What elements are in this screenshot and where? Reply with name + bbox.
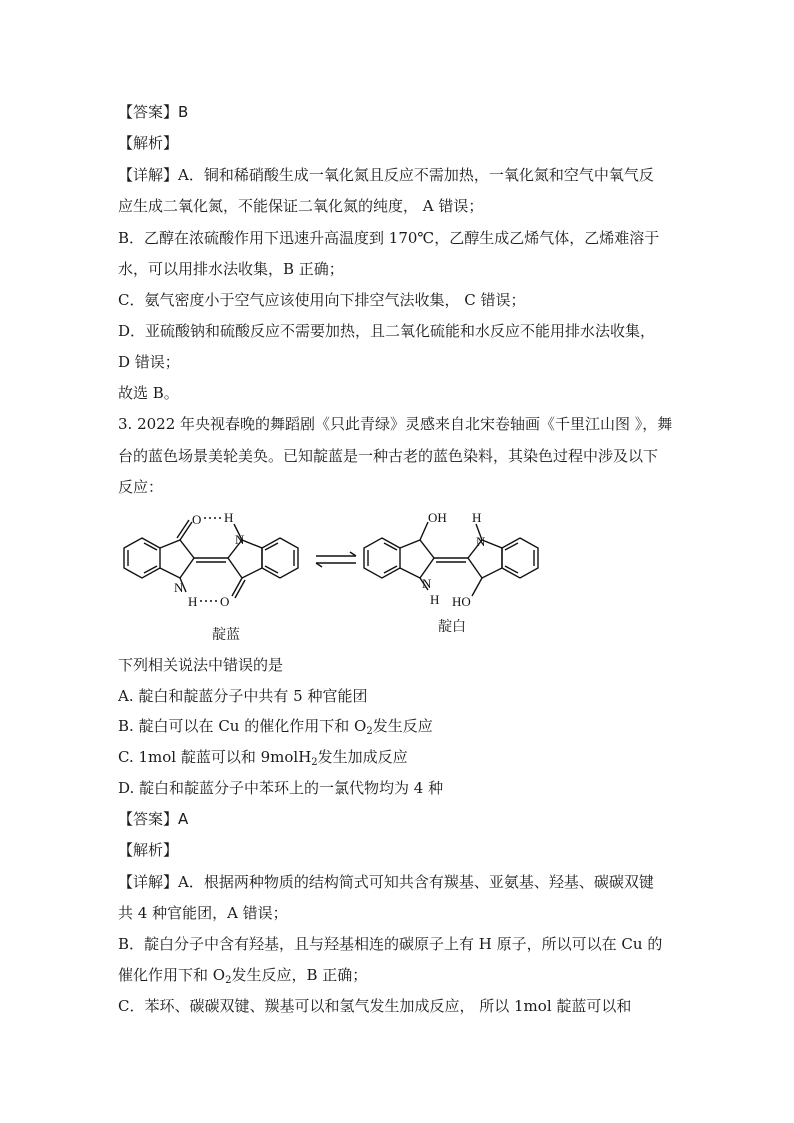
detail-line-5: C．氨气密度小于空气应该使用向下排空气法收集， C 错误； [118, 291, 526, 309]
option-c-text-end: 发生加成反应 [317, 748, 408, 766]
leuco-benzene-left [364, 538, 400, 578]
atom-n-leuco-left: N [422, 576, 432, 591]
answer-value: B [178, 103, 189, 121]
atom-oh-top: OH [428, 510, 447, 525]
detail-line-7: D 错误； [118, 353, 180, 371]
option-b-text-end: 发生反应 [372, 717, 433, 735]
atom-h-top-right: H [472, 510, 482, 525]
leuco-benzene-right [502, 538, 538, 578]
detail2-text: 催化作用下和 O [118, 966, 226, 984]
indigo-benzene-right [262, 538, 298, 578]
question-stem-3: 反应： [118, 478, 164, 496]
detail2-line-2: 共 4 种官能团，A 错误； [118, 904, 288, 922]
figure-label-leucoindigo: 靛白 [438, 619, 466, 635]
detail2-line-3: B．靛白分子中含有羟基，且与羟基相连的碳原子上有 H 原子，所以可以在 Cu 的 [118, 935, 663, 953]
subscript: 2 [366, 726, 373, 737]
detail-line-3: B．乙醇在浓硫酸作用下迅速升高温度到 170℃，乙醇生成乙烯气体，乙烯难溶于 [118, 229, 660, 247]
question-stem-1: 3. 2022 年央视春晚的舞蹈剧《只此青绿》灵感来自北宋卷轴画《千里江山图 》，舞 [118, 415, 673, 433]
atom-n-leuco-right: N [476, 534, 486, 549]
detail-line-2: 应生成二氧化氮，不能保证二氧化氮的纯度， A 错误； [118, 197, 484, 215]
atom-h-leuco-bottom: H [430, 592, 440, 607]
indigo-pyrrole-right [228, 540, 262, 578]
detail-text: A．根据两种物质的结构简式可知共含有羰基、亚氨基、羟基、碳碳双键 [178, 873, 654, 891]
subscript: 2 [225, 975, 232, 986]
detail2-text-end: 发生反应，B 正确； [231, 966, 368, 984]
detail-line-8: 故选 B。 [118, 384, 179, 402]
leuco-pyrrole-left [400, 540, 434, 578]
atom-h-bottom: H [188, 594, 198, 609]
detail-line-4: 水，可以用排水法收集，B 正确； [118, 260, 344, 278]
question-prompt: 下列相关说法中错误的是 [118, 656, 284, 674]
atom-o-right: O [220, 594, 230, 609]
detail-tag: 【详解】 [118, 166, 179, 184]
detail2-line-1 [118, 872, 654, 892]
detail-line-6: D．亚硫酸钠和硫酸反应不需要加热，且二氧化硫能和水反应不能用排水法收集， [118, 322, 656, 340]
indigo-pyrrole-left [160, 540, 194, 578]
subscript: 2 [311, 757, 318, 768]
option-c [118, 747, 408, 767]
option-b [118, 716, 433, 736]
answer-value: A [178, 810, 189, 828]
answer-line-1 [118, 102, 188, 122]
indigo-benzene-left [124, 538, 160, 578]
answer-tag: 【答案】 [118, 810, 179, 828]
detail2-line-4 [118, 965, 367, 985]
option-d: D. 靛白和靛蓝分子中苯环上的一氯代物均为 4 种 [118, 779, 444, 797]
analysis-tag-1: 【解析】 [118, 134, 179, 152]
option-a: A. 靛白和靛蓝分子中共有 5 种官能团 [118, 687, 368, 705]
detail2-line-5: C．苯环、碳碳双键、羰基可以和氢气发生加成反应， 所以 1mol 靛蓝可以和 [118, 997, 632, 1015]
equilibrium-arrow [316, 552, 356, 567]
detail-tag: 【详解】 [118, 873, 179, 891]
analysis-tag-2: 【解析】 [118, 841, 179, 859]
atom-ho-bottom: HO [452, 594, 471, 609]
detail-text: A．铜和稀硝酸生成一氧化氮且反应不需加热，一氧化氮和空气中氧气反 [178, 166, 654, 184]
figure-label-indigo: 靛蓝 [212, 627, 240, 643]
answer-tag: 【答案】 [118, 103, 179, 121]
question-stem-2: 台的蓝色场景美轮美奂。已知靛蓝是一种古老的蓝色染料，其染色过程中涉及以下 [118, 447, 659, 465]
atom-n-left: N [174, 580, 184, 595]
reaction-scheme [110, 500, 570, 625]
answer-line-2 [118, 809, 188, 829]
option-b-text: B. 靛白可以在 Cu 的催化作用下和 O [118, 717, 367, 735]
option-c-text: C. 1mol 靛蓝可以和 9molH [118, 748, 312, 766]
atom-n-right: N [235, 532, 245, 547]
atom-o-left: O [192, 512, 202, 527]
detail-line-1 [118, 165, 654, 185]
atom-h-top: H [224, 510, 234, 525]
